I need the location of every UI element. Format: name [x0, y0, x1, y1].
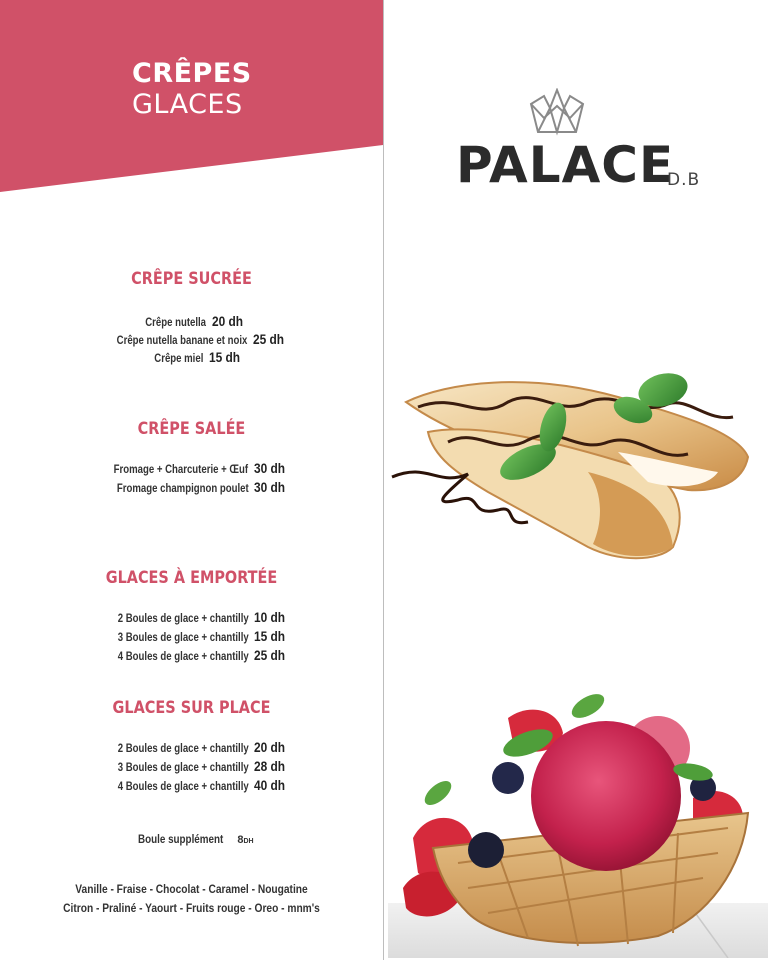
item-price: 25 dh [253, 331, 285, 347]
header-line-1: CRÊPES [132, 58, 252, 89]
extra-label: Boule supplément [138, 832, 224, 846]
item-price: 20 dh [254, 739, 286, 755]
item-name: 3 Boules de glace + chantilly [117, 630, 249, 644]
item-name: Crêpe miel [154, 351, 204, 365]
menu-item [85, 609, 291, 627]
item-name: 2 Boules de glace + chantilly [117, 741, 249, 755]
flavors-line-1: Vanille - Fraise - Chocolat - Caramel - Nougatine [75, 882, 308, 896]
ice-cream-photo [388, 688, 768, 958]
item-name: 4 Boules de glace + chantilly [117, 649, 249, 663]
menu-item [84, 479, 291, 497]
menu-item [142, 349, 246, 367]
menu-item [85, 628, 291, 646]
menu-panel [0, 0, 383, 960]
crown-icon [456, 88, 666, 138]
extra-unit: DH [243, 838, 254, 845]
item-price: 15 dh [209, 349, 241, 365]
section-title-crepe-sucree: CRÊPE SUCRÉE [131, 269, 252, 289]
flavors-list [0, 880, 383, 918]
item-name: Crêpe nutella [145, 315, 207, 329]
brand-name: PALACE [456, 136, 675, 194]
brand-suffix: D.B [667, 170, 701, 190]
menu-item [84, 331, 290, 349]
item-price: 20 dh [212, 313, 244, 329]
section-title-crepe-salee: CRÊPE SALÉE [137, 419, 246, 439]
item-price: 10 dh [254, 609, 286, 625]
extra-scoop [138, 832, 254, 846]
item-price: 25 dh [254, 647, 286, 663]
item-price: 40 dh [254, 777, 286, 793]
menu-item [85, 758, 291, 776]
menu-item [85, 739, 291, 757]
crepe-photo [388, 362, 758, 572]
item-price: 30 dh [254, 460, 286, 476]
item-price: 30 dh [254, 479, 286, 495]
item-name: 3 Boules de glace + chantilly [117, 760, 249, 774]
flavors-line-2: Citron - Praliné - Yaourt - Fruits rouge - Oreo - mnm's [63, 901, 320, 915]
menu-item [80, 460, 291, 478]
menu-item [130, 313, 249, 331]
item-name: 4 Boules de glace + chantilly [117, 779, 249, 793]
header-title [132, 58, 252, 120]
item-price: 28 dh [254, 758, 286, 774]
item-name: Fromage champignon poulet [116, 481, 249, 495]
header-line-2: GLACES [132, 89, 243, 120]
section-title-glaces-sur-place: GLACES SUR PLACE [112, 698, 271, 718]
menu-item [85, 647, 291, 665]
item-price: 15 dh [254, 628, 286, 644]
menu-item [85, 777, 291, 795]
item-name: 2 Boules de glace + chantilly [117, 611, 249, 625]
section-title-glaces-emportee: GLACES À EMPORTÉE [105, 568, 278, 588]
item-name: Fromage + Charcuterie + Œuf [113, 462, 249, 476]
item-name: Crêpe nutella banane et noix [116, 333, 248, 347]
extra-price: 8 [237, 834, 244, 846]
